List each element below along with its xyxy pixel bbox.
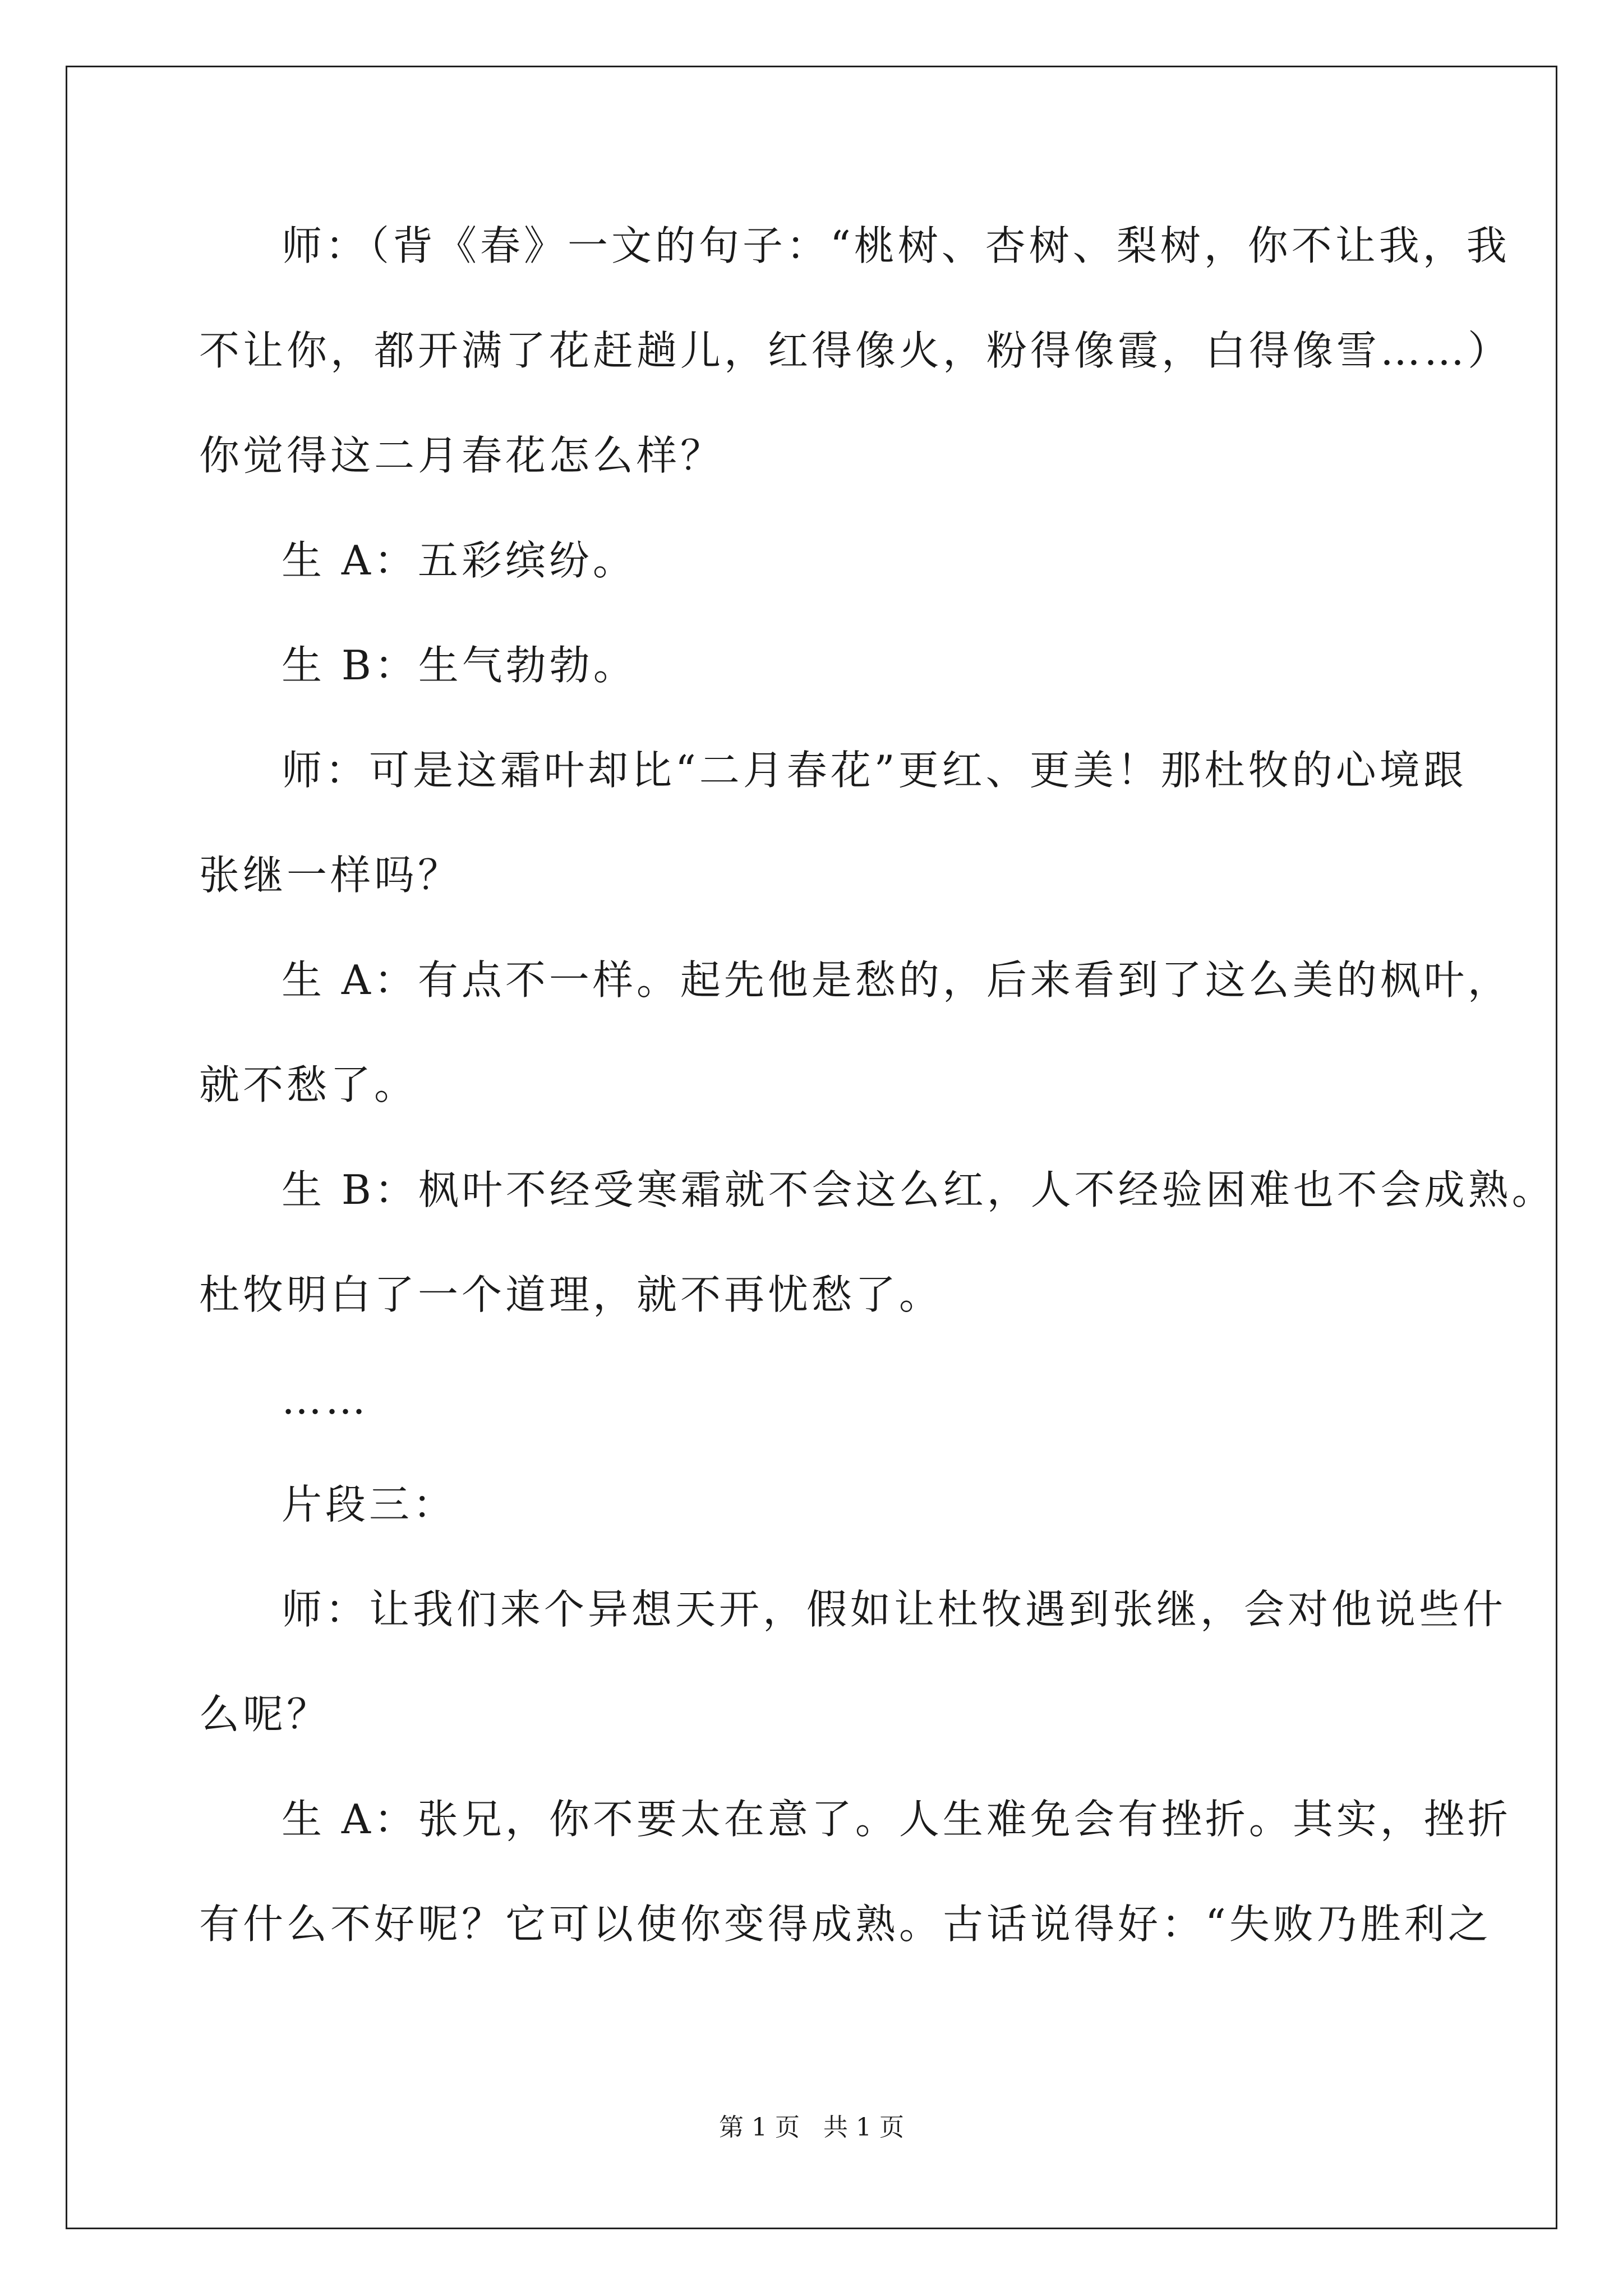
text-line: 师：（背《春》一文的句子：“桃树、杏树、梨树，你不让我，我 [282, 222, 1510, 269]
text-line: 不让你，都开满了花赶趟儿，红得像火，粉得像霞，白得像雪……） [199, 327, 1512, 374]
page-number: 第 1 页 [719, 2113, 800, 2142]
section-heading: 片段三： [282, 1481, 457, 1528]
page-total: 共 1 页 [823, 2113, 904, 2142]
text-line: 生 A：有点不一样。起先他是愁的，后来看到了这么美的枫叶， [282, 956, 1511, 1004]
text-line: 你觉得这二月春花怎么样？ [199, 432, 725, 479]
text-line: 师：可是这霜叶却比“二月春花”更红、更美！那杜牧的心境跟 [282, 747, 1467, 794]
text-line: 杜牧明白了一个道理，就不再忧愁了。 [199, 1271, 943, 1318]
text-line: 生 A：五彩缤纷。 [282, 537, 637, 584]
text-line: 师：让我们来个异想天开，假如让杜牧遇到张继，会对他说些什 [282, 1586, 1507, 1633]
text-line: 生 A：张兄，你不要太在意了。人生难免会有挫折。其实，挫折 [282, 1796, 1511, 1843]
text-line: …… [282, 1376, 369, 1423]
text-line: 有什么不好呢？它可以使你变得成熟。古话说得好：“失败乃胜利之 [199, 1901, 1492, 1948]
text-line: 生 B：生气勃勃。 [282, 642, 637, 689]
page-footer [0, 2112, 1623, 2143]
text-line: 生 B：枫叶不经受寒霜就不会这么红，人不经验困难也不会成熟。 [282, 1166, 1556, 1213]
text-line: 张继一样吗？ [199, 852, 462, 899]
text-line: 么呢？ [199, 1691, 331, 1738]
text-line: 就不愁了。 [199, 1061, 418, 1108]
